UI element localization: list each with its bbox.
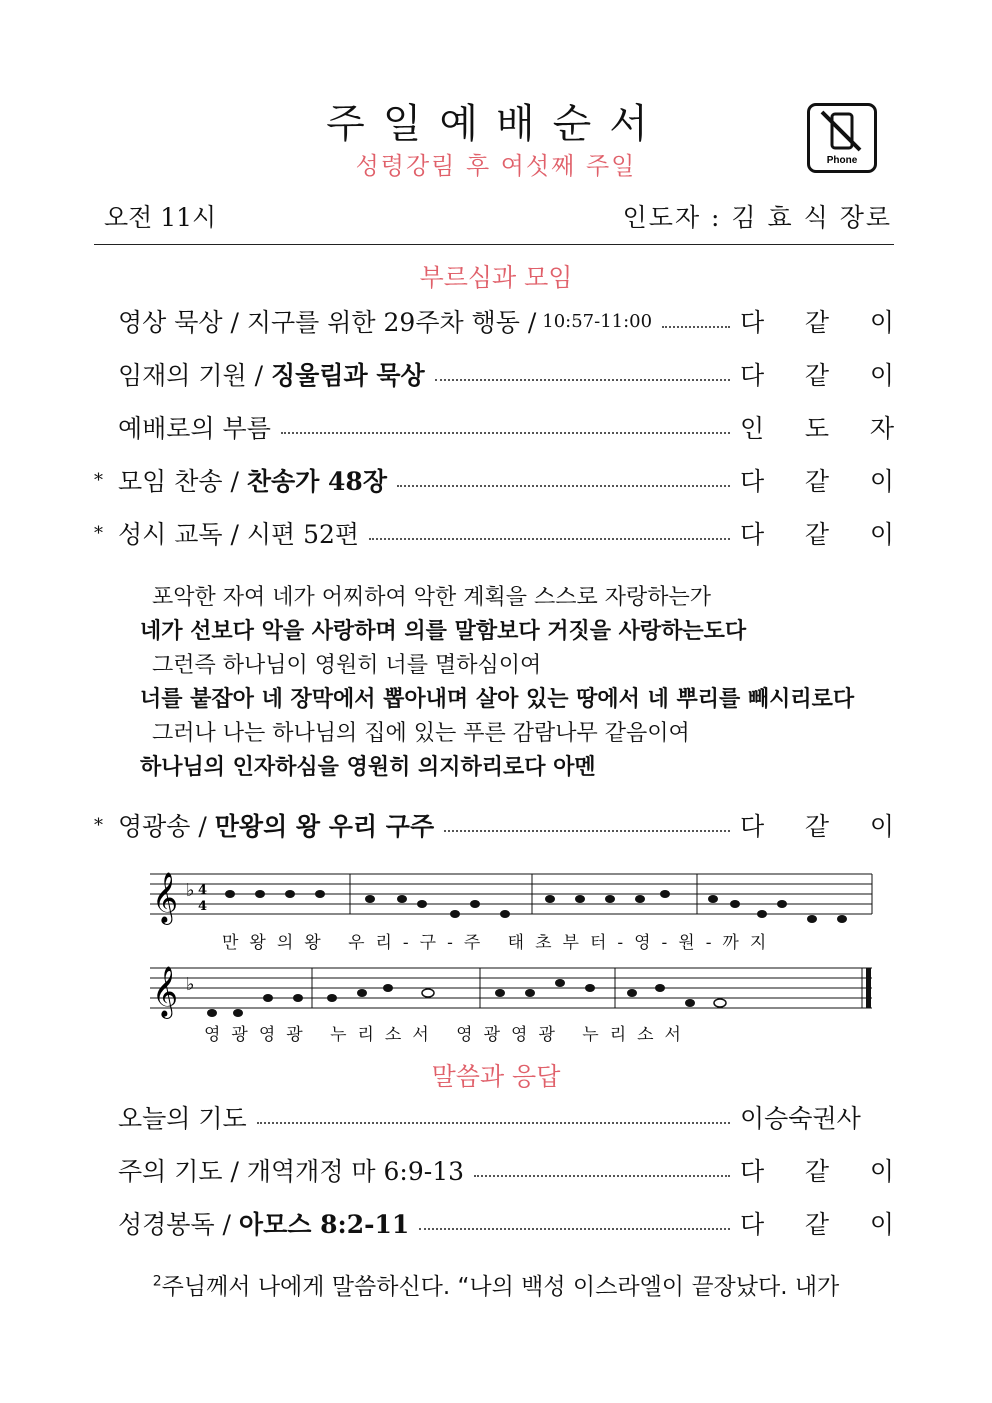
order-item-gloria: * 영광송 / 만왕의 왕 우리 구주 다 같 이 <box>94 812 894 841</box>
verse-number: 2 <box>152 1273 162 1290</box>
no-phone-icon <box>807 103 877 173</box>
music-staff-2 <box>150 960 875 1020</box>
reading-leader-line: 그러나 나는 하나님의 집에 있는 푸른 감람나무 같음이여 <box>152 721 690 746</box>
reading-leader-line: 포악한 자여 네가 어찌하여 악한 계획을 스스로 자랑하는가 <box>152 585 712 610</box>
order-item: 오늘의 기도 이승숙권사 <box>118 1104 861 1133</box>
svg-text:4: 4 <box>198 883 208 898</box>
scripture-text <box>0 1268 992 1301</box>
music-staff-1 <box>150 866 875 926</box>
svg-text:4: 4 <box>198 899 208 914</box>
order-item: 성경봉독 / 아모스 8:2-11 다 같 이 <box>118 1210 894 1239</box>
page-title: 주일예배순서 <box>326 101 666 147</box>
svg-text:𝄞: 𝄞 <box>152 872 179 923</box>
order-item: 주의 기도 / 개역개정 마 6:9-13 다 같 이 <box>118 1157 894 1186</box>
phone-icon-label: Phone <box>826 155 858 166</box>
svg-text:𝄞: 𝄞 <box>152 966 179 1017</box>
header-divider <box>94 244 894 245</box>
reading-response-line: 너를 붙잡아 네 장막에서 뽑아내며 살아 있는 땅에서 네 뿌리를 빼시리로다 <box>140 687 855 712</box>
order-item: * 성시 교독 / 시편 52편 다 같 이 <box>94 520 894 549</box>
service-leader: 인도자 : 김 효 식 장로 <box>622 203 892 232</box>
svg-text:♭: ♭ <box>186 880 195 901</box>
lyrics-line-2: 영광영광 누리소서 영광영광 누리소서 <box>204 1025 692 1045</box>
order-item: 임재의 기원 / 징울림과 묵상 다 같 이 <box>118 361 894 390</box>
lyrics-line-1: 만왕의왕 우리-구-주 태초부터-영-원-까지 <box>222 933 778 953</box>
order-item: 영상 묵상 / 지구를 위한 29주차 행동 / 10:57-11:00 다 같 이 <box>118 308 894 337</box>
reading-leader-line: 그런즉 하나님이 영원히 너를 멸하심이여 <box>152 653 542 678</box>
verse-text: 주님께서 나에게 말씀하신다. “나의 백성 이스라엘이 끝장났다. 내가 <box>161 1274 840 1300</box>
order-item: * 모임 찬송 / 찬송가 48장 다 같 이 <box>94 467 894 496</box>
section-word: 말씀과 응답 <box>431 1062 561 1091</box>
svg-text:♭: ♭ <box>186 974 195 995</box>
section-gathering: 부르심과 모임 <box>419 263 573 292</box>
reading-response-line: 네가 선보다 악을 사랑하며 의를 말함보다 거짓을 사랑하는도다 <box>140 619 747 644</box>
page-subtitle: 성령강림 후 여섯째 주일 <box>355 152 637 180</box>
reading-response-line: 하나님의 인자하심을 영원히 의지하리로다 아멘 <box>140 755 596 780</box>
service-time: 오전 11시 <box>104 203 217 232</box>
order-item: 예배로의 부름 인 도 자 <box>118 414 894 443</box>
